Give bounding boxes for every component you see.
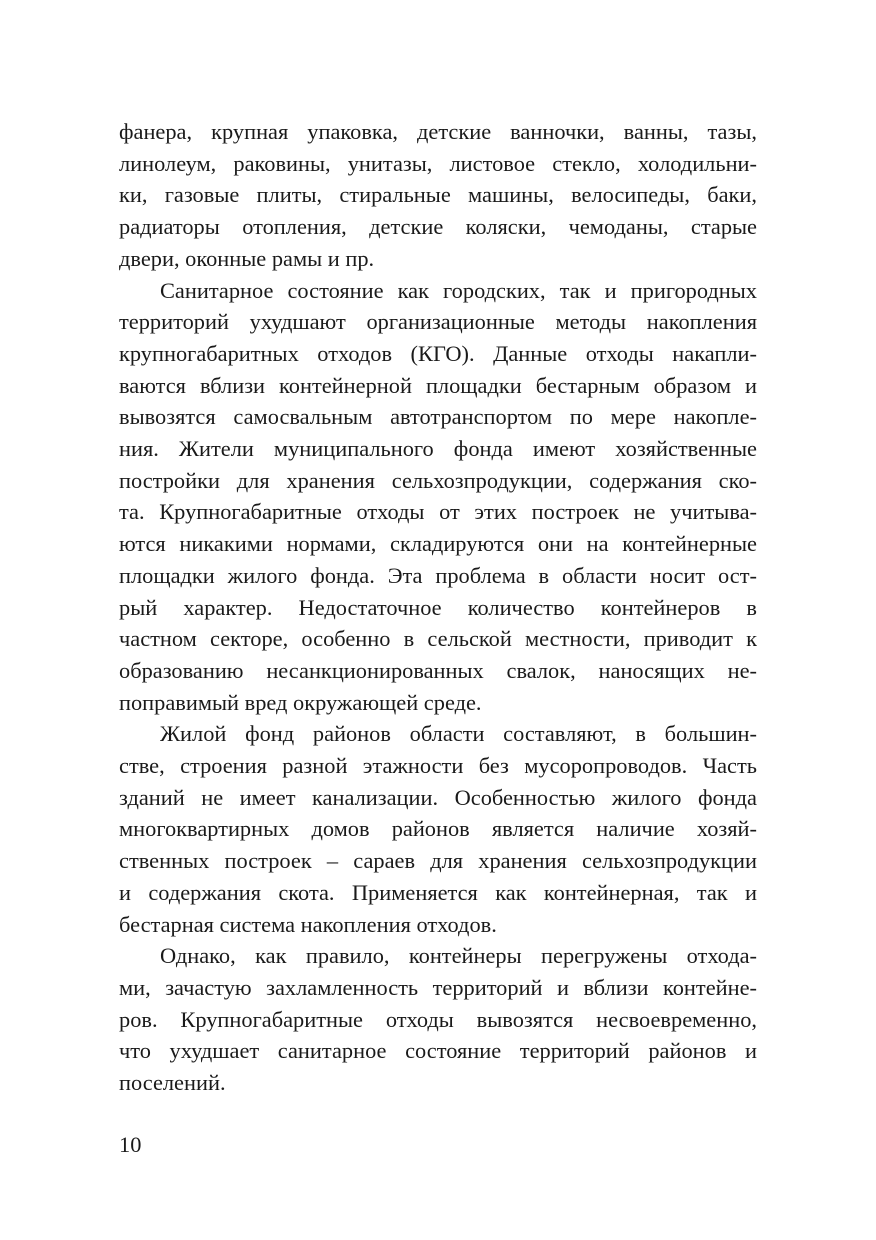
text-line: поселений. [119,1070,226,1096]
text-line: линолеум, раковины, унитазы, листовое стекло, холодильни- [119,150,757,176]
paragraph [119,116,757,275]
text-line: постройки для хранения сельхозпродукции, содержания ско- [119,467,757,493]
text-line: зданий не имеет канализации. Особенностью жилого фонда [119,784,757,810]
text-line: Однако, как правило, контейнеры перегружены отхода- [160,943,757,969]
paragraph [119,940,757,1099]
text-line: многоквартирных домов районов является наличие хозяй- [119,816,757,842]
text-line: и содержания скота. Применяется как контейнерная, так и [119,879,757,905]
text-line: Жилой фонд районов области составляют, в большин- [160,721,757,747]
text-line: образованию несанкционированных свалок, наносящих не- [119,657,757,683]
text-line: радиаторы отопления, детские коляски, чемоданы, старые [119,214,757,240]
text-line: частном секторе, особенно в сельской местности, приводит к [119,626,757,652]
text-line: ров. Крупногабаритные отходы вывозятся несвоевременно, [119,1006,757,1032]
text-line: Санитарное состояние как городских, так и пригородных [160,277,757,303]
text-line: фанера, крупная упаковка, детские ванночки, ванны, тазы, [119,119,757,144]
text-line: бестарная система накопления отходов. [119,911,497,937]
text-line: крупногабаритных отходов (КГО). Данные отходы накапли- [119,340,757,366]
text-line: та. Крупногабаритные отходы от этих построек не учитыва- [119,499,757,525]
text-line: стве, строения разной этажности без мусоропроводов. Часть [119,753,757,779]
text-line: площадки жилого фонда. Эта проблема в области носит ост- [119,562,757,588]
text-line: ственных построек – сараев для хранения сельхозпродукции [119,848,757,874]
text-line: ваются вблизи контейнерной площадки бестарным образом и [119,372,757,398]
text-line: что ухудшает санитарное состояние территорий районов и [119,1038,757,1064]
text-line: ми, зачастую захламленность территорий и вблизи контейне- [119,974,757,1000]
text-line: территорий ухудшают организационные методы накопления [119,309,757,335]
text-line: рый характер. Недостаточное количество контейнеров в [119,594,757,620]
paragraph [119,275,757,719]
text-line: поправимый вред окружающей среде. [119,689,482,715]
body-text [119,116,757,1099]
text-line: двери, оконные рамы и пр. [119,245,375,271]
text-line: ки, газовые плиты, стиральные машины, велосипеды, баки, [119,182,757,208]
text-line: ния. Жители муниципального фонда имеют хозяйственные [119,436,757,462]
text-line: ются никакими нормами, складируются они на контейнерные [119,531,757,557]
paragraph [119,718,757,940]
text-line: вывозятся самосвальным автотранспортом по мере накопле- [119,404,757,430]
page-number: 10 [119,1132,142,1157]
